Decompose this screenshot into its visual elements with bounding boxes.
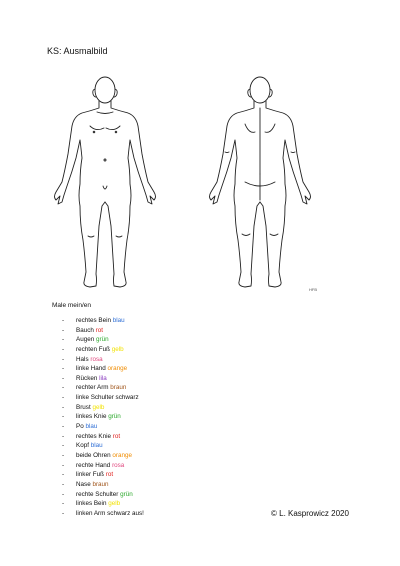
list-item <box>62 451 144 461</box>
body-part-label: Hals <box>76 355 89 363</box>
color-word: blau <box>85 423 98 431</box>
list-item <box>62 403 144 413</box>
list-item <box>62 383 144 393</box>
list-item <box>62 355 144 365</box>
list-bullet: - <box>62 413 65 421</box>
color-word: gelb <box>111 345 124 353</box>
list-item <box>62 499 144 509</box>
list-bullet: - <box>62 423 65 431</box>
list-bullet: - <box>62 374 65 382</box>
list-bullet: - <box>62 461 65 469</box>
color-word: rosa <box>90 355 103 363</box>
list-item <box>62 461 144 471</box>
list-bullet: - <box>62 336 65 344</box>
list-item <box>62 374 144 384</box>
list-bullet: - <box>62 451 65 459</box>
color-word: grün <box>108 413 121 421</box>
body-part-label: rechter Arm <box>76 384 109 392</box>
body-part-label: rechten Fuß <box>76 345 110 353</box>
body-part-label: linkes Knie <box>76 413 107 421</box>
list-bullet: - <box>62 317 65 324</box>
list-bullet: - <box>62 403 65 411</box>
list-item <box>62 412 144 422</box>
body-part-label: Brust <box>76 403 91 411</box>
body-front-figure <box>50 74 160 296</box>
list-item <box>62 335 144 345</box>
list-bullet: - <box>62 432 65 440</box>
color-word: braun <box>92 480 109 488</box>
color-word: orange <box>107 365 128 373</box>
color-word: blau <box>90 442 103 450</box>
color-word: braun <box>110 384 127 392</box>
body-part-label: rechte Schulter <box>76 490 119 498</box>
color-word: gelb <box>92 403 105 411</box>
list-bullet: - <box>62 365 65 373</box>
list-item <box>62 470 144 480</box>
list-item <box>62 326 144 336</box>
list-item <box>62 490 144 500</box>
body-part-label: rechte Hand <box>76 461 111 469</box>
list-item <box>62 364 144 374</box>
coloring-instruction-list <box>62 316 144 518</box>
list-item <box>62 441 144 451</box>
list-bullet: - <box>62 442 65 450</box>
color-word: rosa <box>112 461 125 469</box>
page-title: KS: Ausmalbild <box>47 46 108 56</box>
body-part-label: linke Schulter schwarz <box>76 394 139 402</box>
list-item <box>62 432 144 442</box>
list-item <box>62 393 144 403</box>
list-bullet: - <box>62 480 65 488</box>
body-part-label: rechtes Knie <box>76 432 112 440</box>
list-bullet: - <box>62 394 65 402</box>
body-back-drawing <box>205 74 315 296</box>
list-bullet: - <box>62 471 65 479</box>
body-part-label: Po <box>76 423 84 431</box>
list-item <box>62 422 144 432</box>
color-word: grün <box>120 490 133 498</box>
list-bullet: - <box>62 509 65 517</box>
color-word: rot <box>105 471 114 479</box>
body-part-label: linken Arm schwarz aus! <box>76 509 144 517</box>
body-part-label: beide Ohren <box>76 451 111 459</box>
copyright-notice: © L. Kasprowicz 2020 <box>271 509 349 518</box>
list-item <box>62 316 144 326</box>
body-part-label: Augen <box>76 336 95 344</box>
body-part-label: Kopf <box>76 442 89 450</box>
list-item <box>62 480 144 490</box>
body-part-label: linker Fuß <box>76 471 104 479</box>
color-word: lila <box>99 374 107 382</box>
body-part-label: linke Hand <box>76 365 106 373</box>
body-back-figure <box>205 74 315 296</box>
body-part-label: linkes Bein <box>76 500 107 508</box>
body-front-drawing <box>50 74 160 296</box>
illustrator-signature: HFB <box>309 287 317 292</box>
list-bullet: - <box>62 490 65 498</box>
list-item <box>62 509 144 519</box>
body-part-label: Rücken <box>76 374 98 382</box>
body-part-label: rechtes Bein <box>76 317 112 324</box>
color-word: rot <box>95 326 103 334</box>
instruction-intro: Male mein/en <box>52 302 92 309</box>
body-part-label: Bauch <box>76 326 94 334</box>
color-word: orange <box>112 451 133 459</box>
list-item <box>62 345 144 355</box>
color-word: rot <box>112 432 121 440</box>
color-word: gelb <box>108 500 121 508</box>
body-part-label: Nase <box>76 480 91 488</box>
list-bullet: - <box>62 355 65 363</box>
color-word: blau <box>112 317 125 324</box>
color-word: grün <box>95 336 109 344</box>
list-bullet: - <box>62 384 65 392</box>
list-bullet: - <box>62 345 65 353</box>
list-bullet: - <box>62 326 65 334</box>
list-bullet: - <box>62 500 65 508</box>
